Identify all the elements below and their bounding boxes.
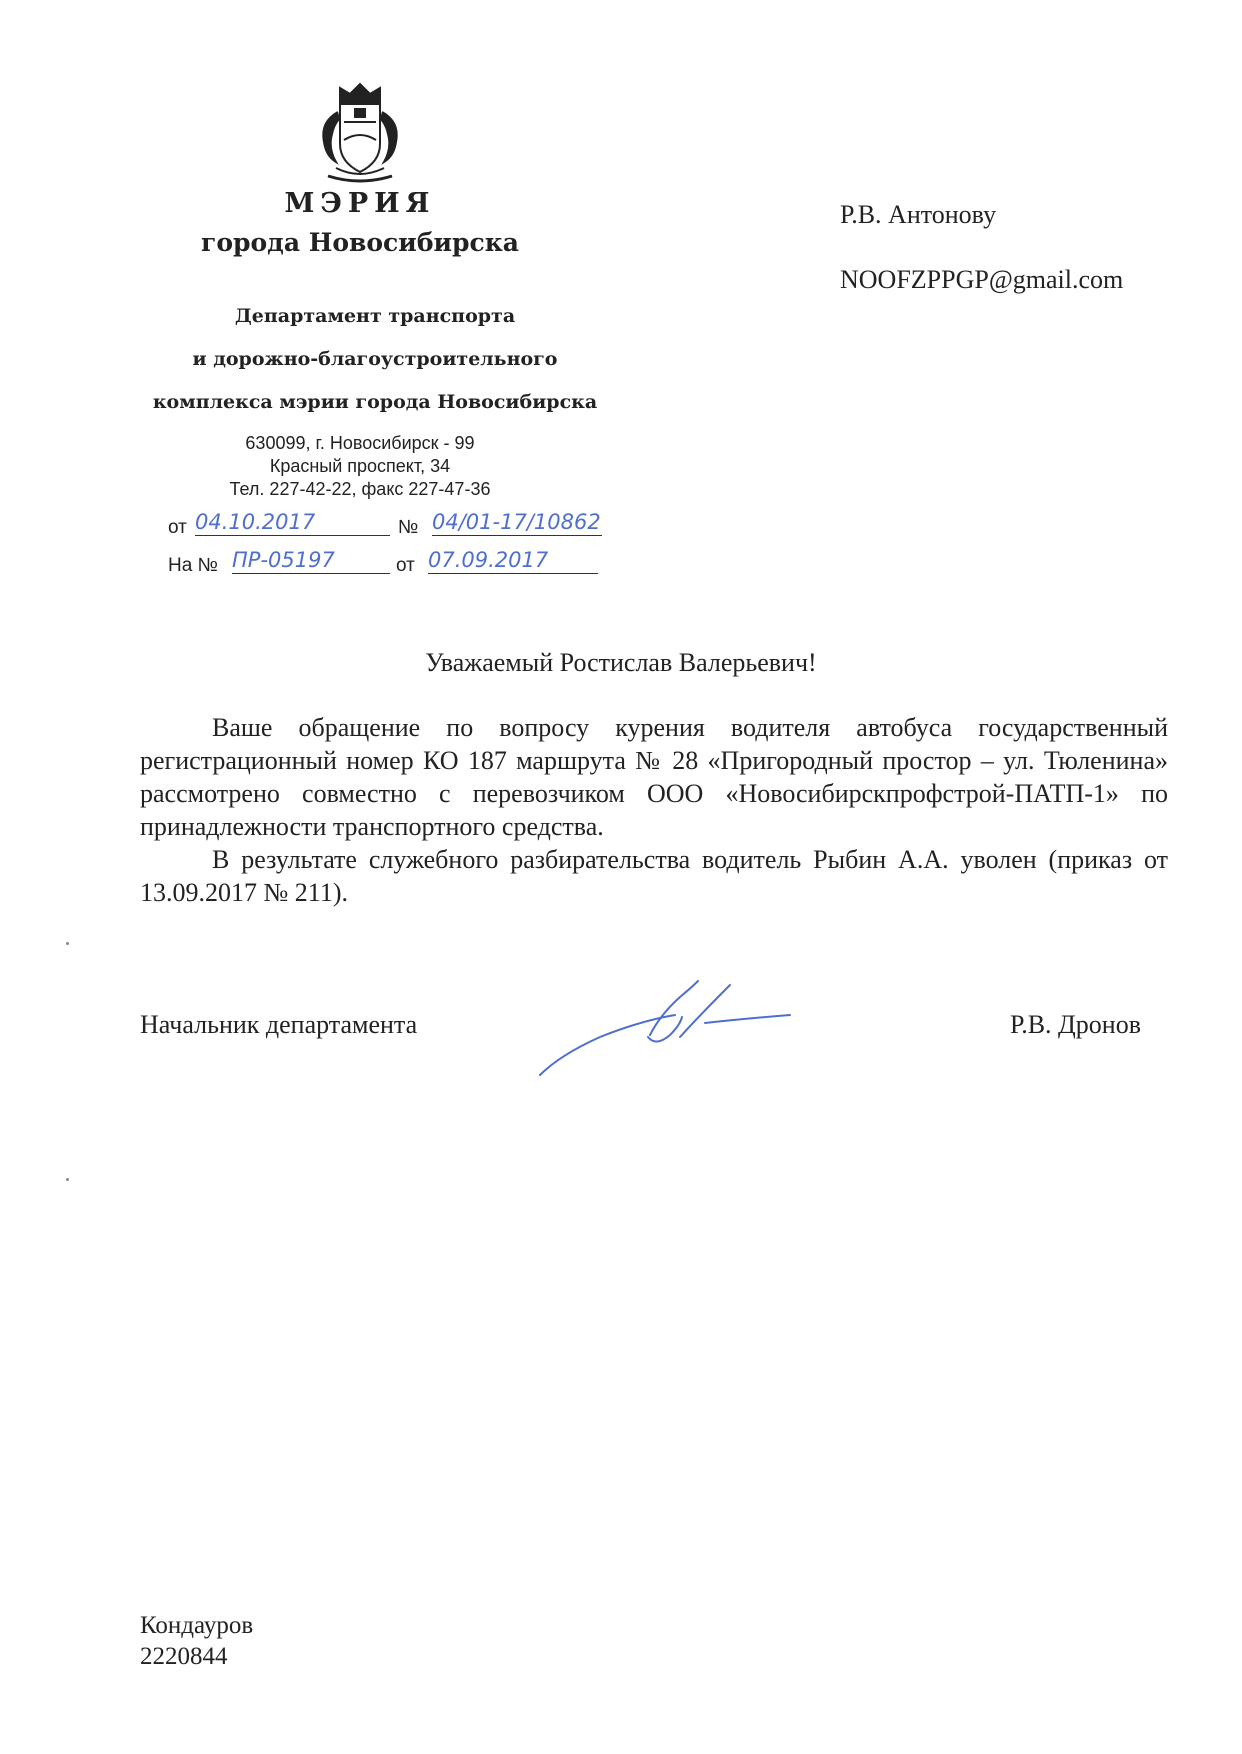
scan-speck: [66, 942, 69, 945]
letter-body: [140, 711, 1168, 909]
city-coat-of-arms-icon: [310, 82, 410, 188]
signer-title: Начальник департамента: [140, 1010, 418, 1039]
reg-number-field: 04/01-17/10862: [432, 510, 601, 534]
org-title: МЭРИЯ: [284, 188, 436, 219]
handwritten-signature: [530, 975, 800, 1085]
executor-phone: 2220844: [140, 1643, 228, 1670]
executor-name: Кондауров: [140, 1612, 254, 1639]
addressee-email: NOOFZPPGP@gmail.com: [840, 265, 1124, 294]
address-line-3: Тел. 227-42-22, факс 227-47-36: [229, 479, 491, 499]
salutation: Уважаемый Ростислав Валерьевич!: [425, 648, 817, 677]
org-city: города Новосибирска: [201, 228, 519, 257]
addressee-name: Р.В. Антонову: [840, 200, 997, 229]
reply-number-field: ПР-05197: [232, 547, 390, 574]
signer-name: Р.В. Дронов: [1010, 1010, 1141, 1039]
address-line-1: 630099, г. Новосибирск - 99: [245, 433, 475, 453]
reg-number-label: №: [398, 517, 419, 538]
reply-number-label: На №: [168, 555, 218, 576]
department-line-2: и дорожно-благоустроительного: [192, 348, 558, 370]
reply-date-field: 07.09.2017: [428, 547, 598, 574]
reg-date-field: 04.10.2017: [195, 509, 390, 536]
body-paragraph-2: В результате служебного разбирательства водитель Рыбин А.А. уволен (приказ от 13.09.2017 № 211).: [140, 845, 1168, 907]
reply-from-label: от: [396, 555, 415, 576]
reg-from-label: от: [168, 517, 187, 538]
department-line-3: комплекса мэрии города Новосибирска: [152, 391, 598, 413]
address-line-2: Красный проспект, 34: [269, 456, 451, 476]
body-paragraph-1: Ваше обращение по вопросу курения водителя автобуса государственный регистрационный номер КО 187 маршрута № 28 «Пригородный простор – ул. Тюленина» рассмотрено совместно с перевозчиком ООО «Новосибирскпрофстрой-ПАТП-1» по принадлежности транспортного средства.: [140, 713, 1168, 841]
scan-speck: [66, 1178, 69, 1181]
department-line-1: Департамент транспорта: [234, 305, 516, 327]
